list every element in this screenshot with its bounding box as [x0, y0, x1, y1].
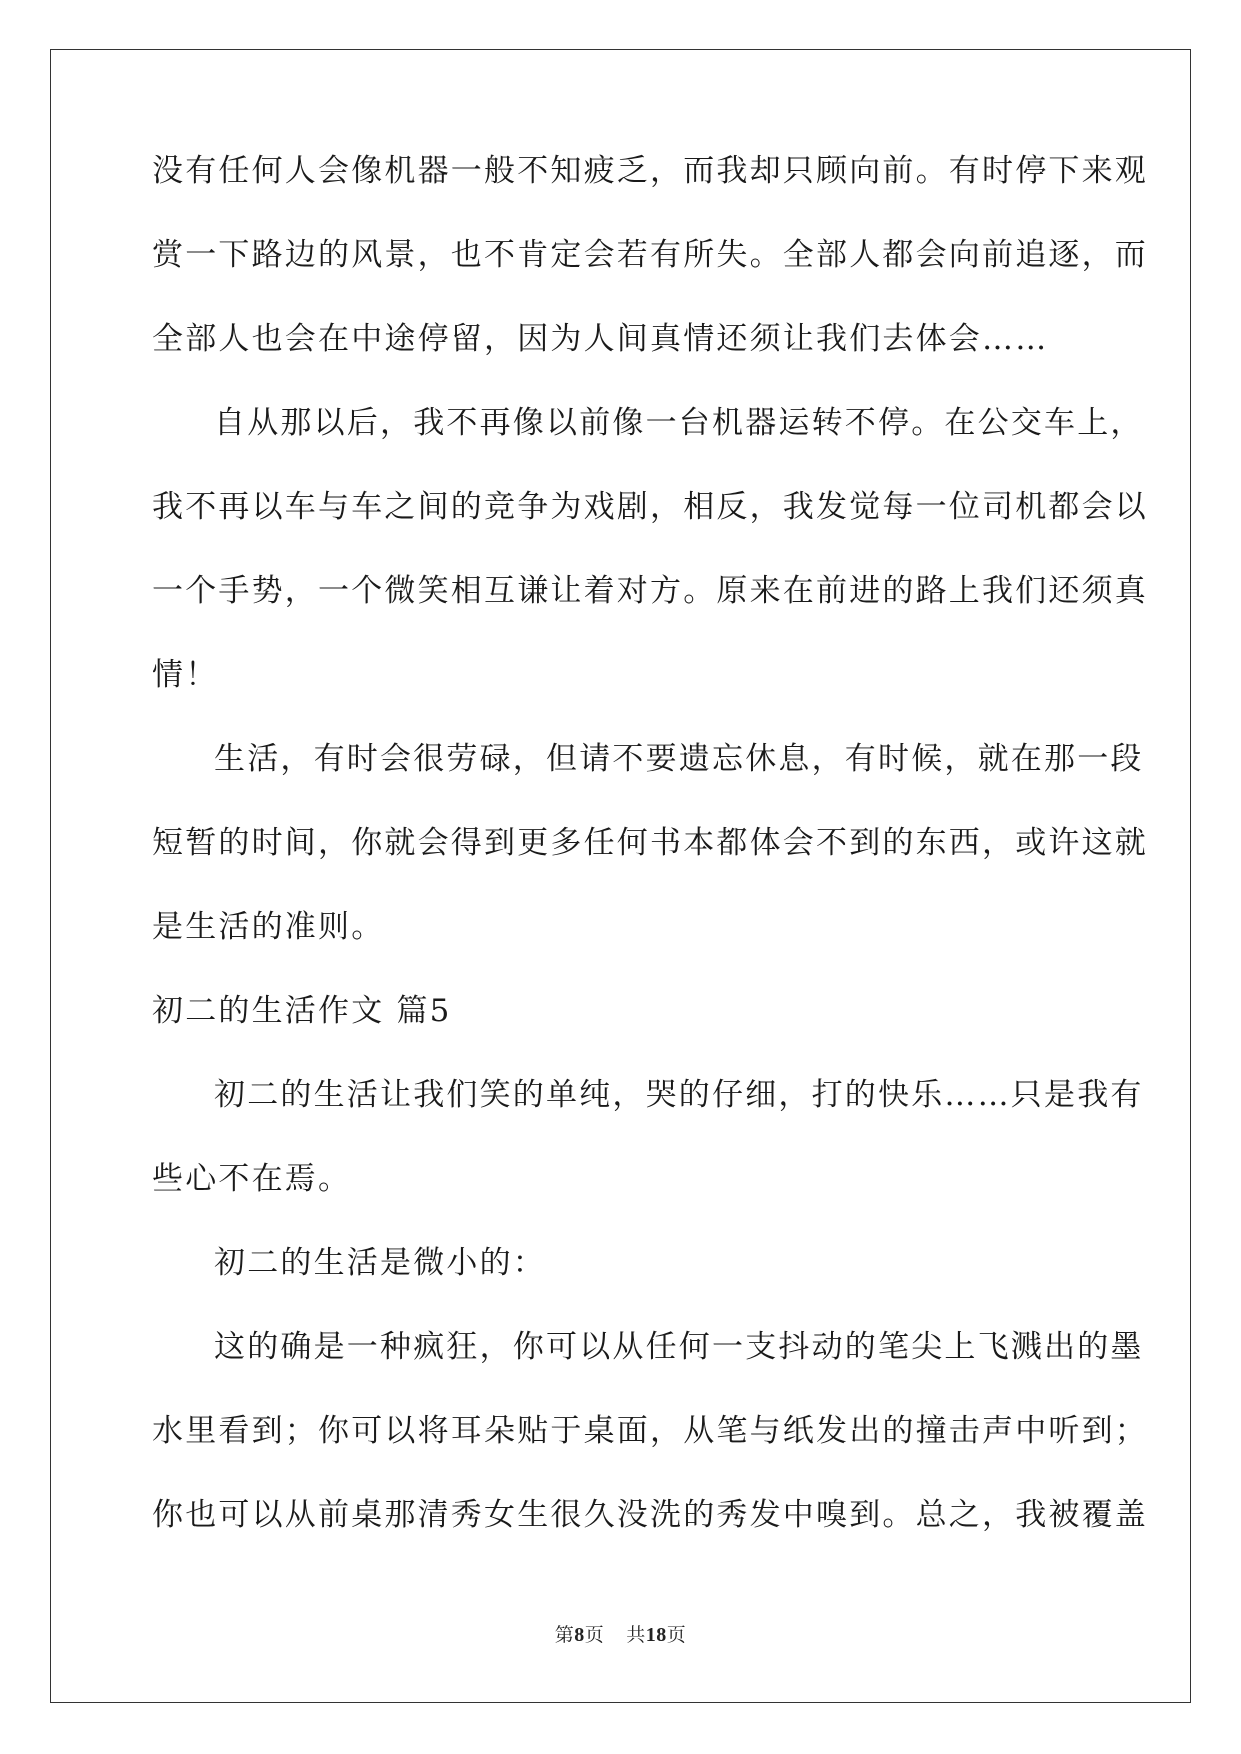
text-line: 这的确是一种疯狂，你可以从任何一支抖动的笔尖上飞溅出的墨: [214, 1329, 1144, 1365]
text-line: 是生活的准则。: [152, 909, 385, 945]
page-footer: [0, 1620, 1241, 1647]
text-line: 短暂的时间，你就会得到更多任何书本都体会不到的东西，或许这就: [152, 825, 1148, 861]
total-prefix: 共: [626, 1624, 646, 1646]
total-suffix: 页: [666, 1624, 687, 1646]
text-line: 些心不在焉。: [152, 1161, 352, 1197]
text-line: 赏一下路边的风景，也不肯定会若有所失。全部人都会向前追逐，而: [152, 237, 1148, 273]
text-line: 没有任何人会像机器一般不知疲乏，而我却只顾向前。有时停下来观: [152, 153, 1148, 189]
page-number: 8: [574, 1624, 585, 1646]
section-heading: 初二的生活作文 篇5: [152, 993, 452, 1029]
text-line: 全部人也会在中途停留，因为人间真情还须让我们去体会……: [152, 321, 1049, 357]
page-suffix: 页: [584, 1624, 605, 1646]
text-line: 初二的生活让我们笑的单纯，哭的仔细，打的快乐……只是我有: [214, 1077, 1144, 1113]
text-line: 我不再以车与车之间的竞争为戏剧，相反，我发觉每一位司机都会以: [152, 489, 1148, 525]
body-text: [152, 129, 1148, 1557]
page-prefix: 第: [554, 1624, 575, 1646]
text-line: 自从那以后，我不再像以前像一台机器运转不停。在公交车上，: [214, 405, 1144, 441]
text-line: 初二的生活是微小的：: [214, 1245, 546, 1281]
text-line: 情！: [152, 657, 219, 693]
text-line: 你也可以从前桌那清秀女生很久没洗的秀发中嗅到。总之，我被覆盖: [152, 1497, 1148, 1533]
text-line: 生活，有时会很劳碌，但请不要遗忘休息，有时候，就在那一段: [214, 741, 1144, 777]
total-pages: 18: [645, 1624, 667, 1646]
text-line: 一个手势，一个微笑相互谦让着对方。原来在前进的路上我们还须真: [152, 573, 1148, 609]
text-line: 水里看到；你可以将耳朵贴于桌面，从笔与纸发出的撞击声中听到；: [152, 1413, 1148, 1449]
